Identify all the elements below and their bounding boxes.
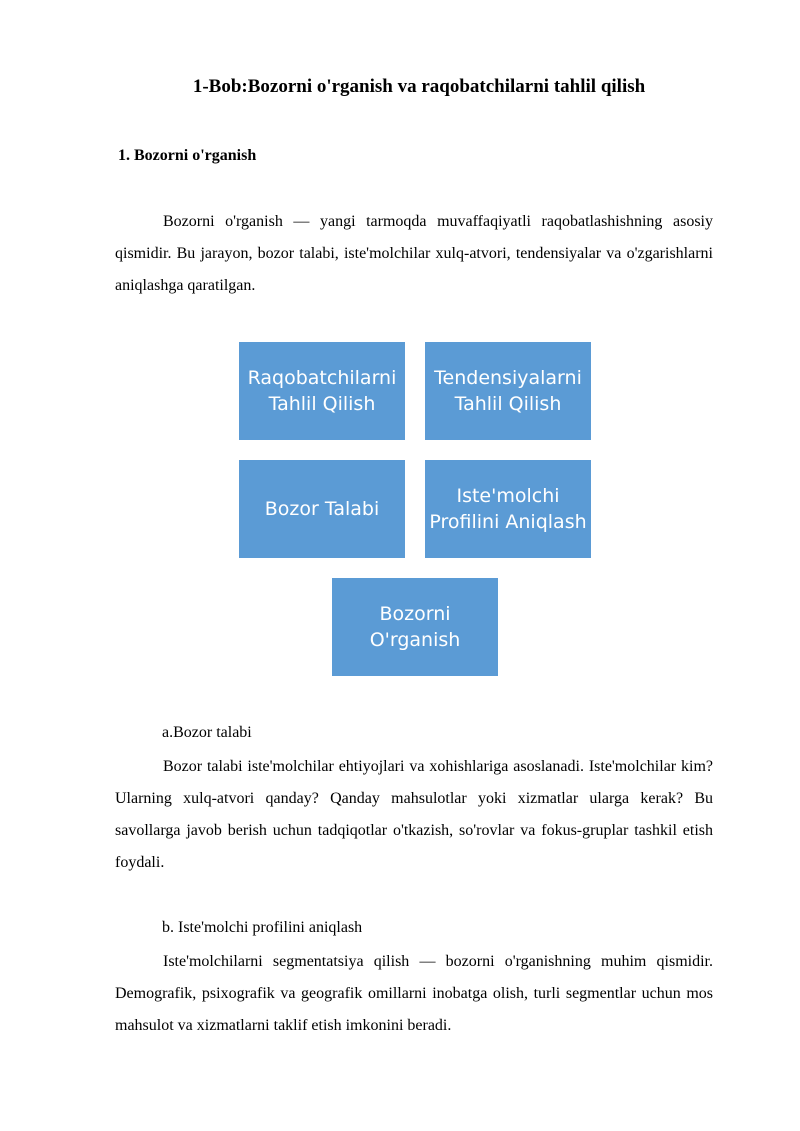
- subsection-b-paragraph: Iste'molchilarni segmentatsiya qilish — bozorni o'rganishning muhim qismidir. Demografik, psixografik va geografik omillarni inobatga olish, turli segmentlar uchun mos mahsulot va xizmatlarni taklif etish imkonini beradi.: [115, 953, 713, 1034]
- intro-paragraph: Bozorni o'rganish — yangi tarmoqda muvaffaqiyatli raqobatlashishning asosiy qismidir. Bu jarayon, bozor talabi, iste'molchilar xulq-atvori, tendensiyalar va o'zgarishlarni aniqlashga qaratilgan.: [115, 213, 713, 294]
- diagram-box-market-demand: Bozor Talabi: [238, 459, 406, 559]
- diagram-box-trend-analysis: Tendensiyalarni Tahlil Qilish: [424, 341, 592, 441]
- diagram-box-competitor-analysis: Raqobatchilarni Tahlil Qilish: [238, 341, 406, 441]
- page-title: 1-Bob:Bozorni o'rganish va raqobatchilarni tahlil qilish: [192, 76, 646, 97]
- diagram-box-market-research: Bozorni O'rganish: [331, 577, 499, 677]
- diagram-box-consumer-profile: Iste'molchi Profilini Aniqlash: [424, 459, 592, 559]
- subsection-b-heading: b. Iste'molchi profilini aniqlash: [162, 919, 363, 936]
- subsection-a-paragraph: Bozor talabi iste'molchilar ehtiyojlari va xohishlariga asoslanadi. Iste'molchilar kim? Ularning xulq-atvori qanday? Qanday mahsulotlar yoki xizmatlar ularga kerak? Bu savollarga javob berish uchun tadqiqotlar o'tkazish, so'rovlar va fokus-gruplar tashkil etish foydali.: [115, 758, 713, 871]
- subsection-a-heading: a.Bozor talabi: [162, 724, 252, 741]
- section-heading: 1. Bozorni o'rganish: [118, 147, 257, 164]
